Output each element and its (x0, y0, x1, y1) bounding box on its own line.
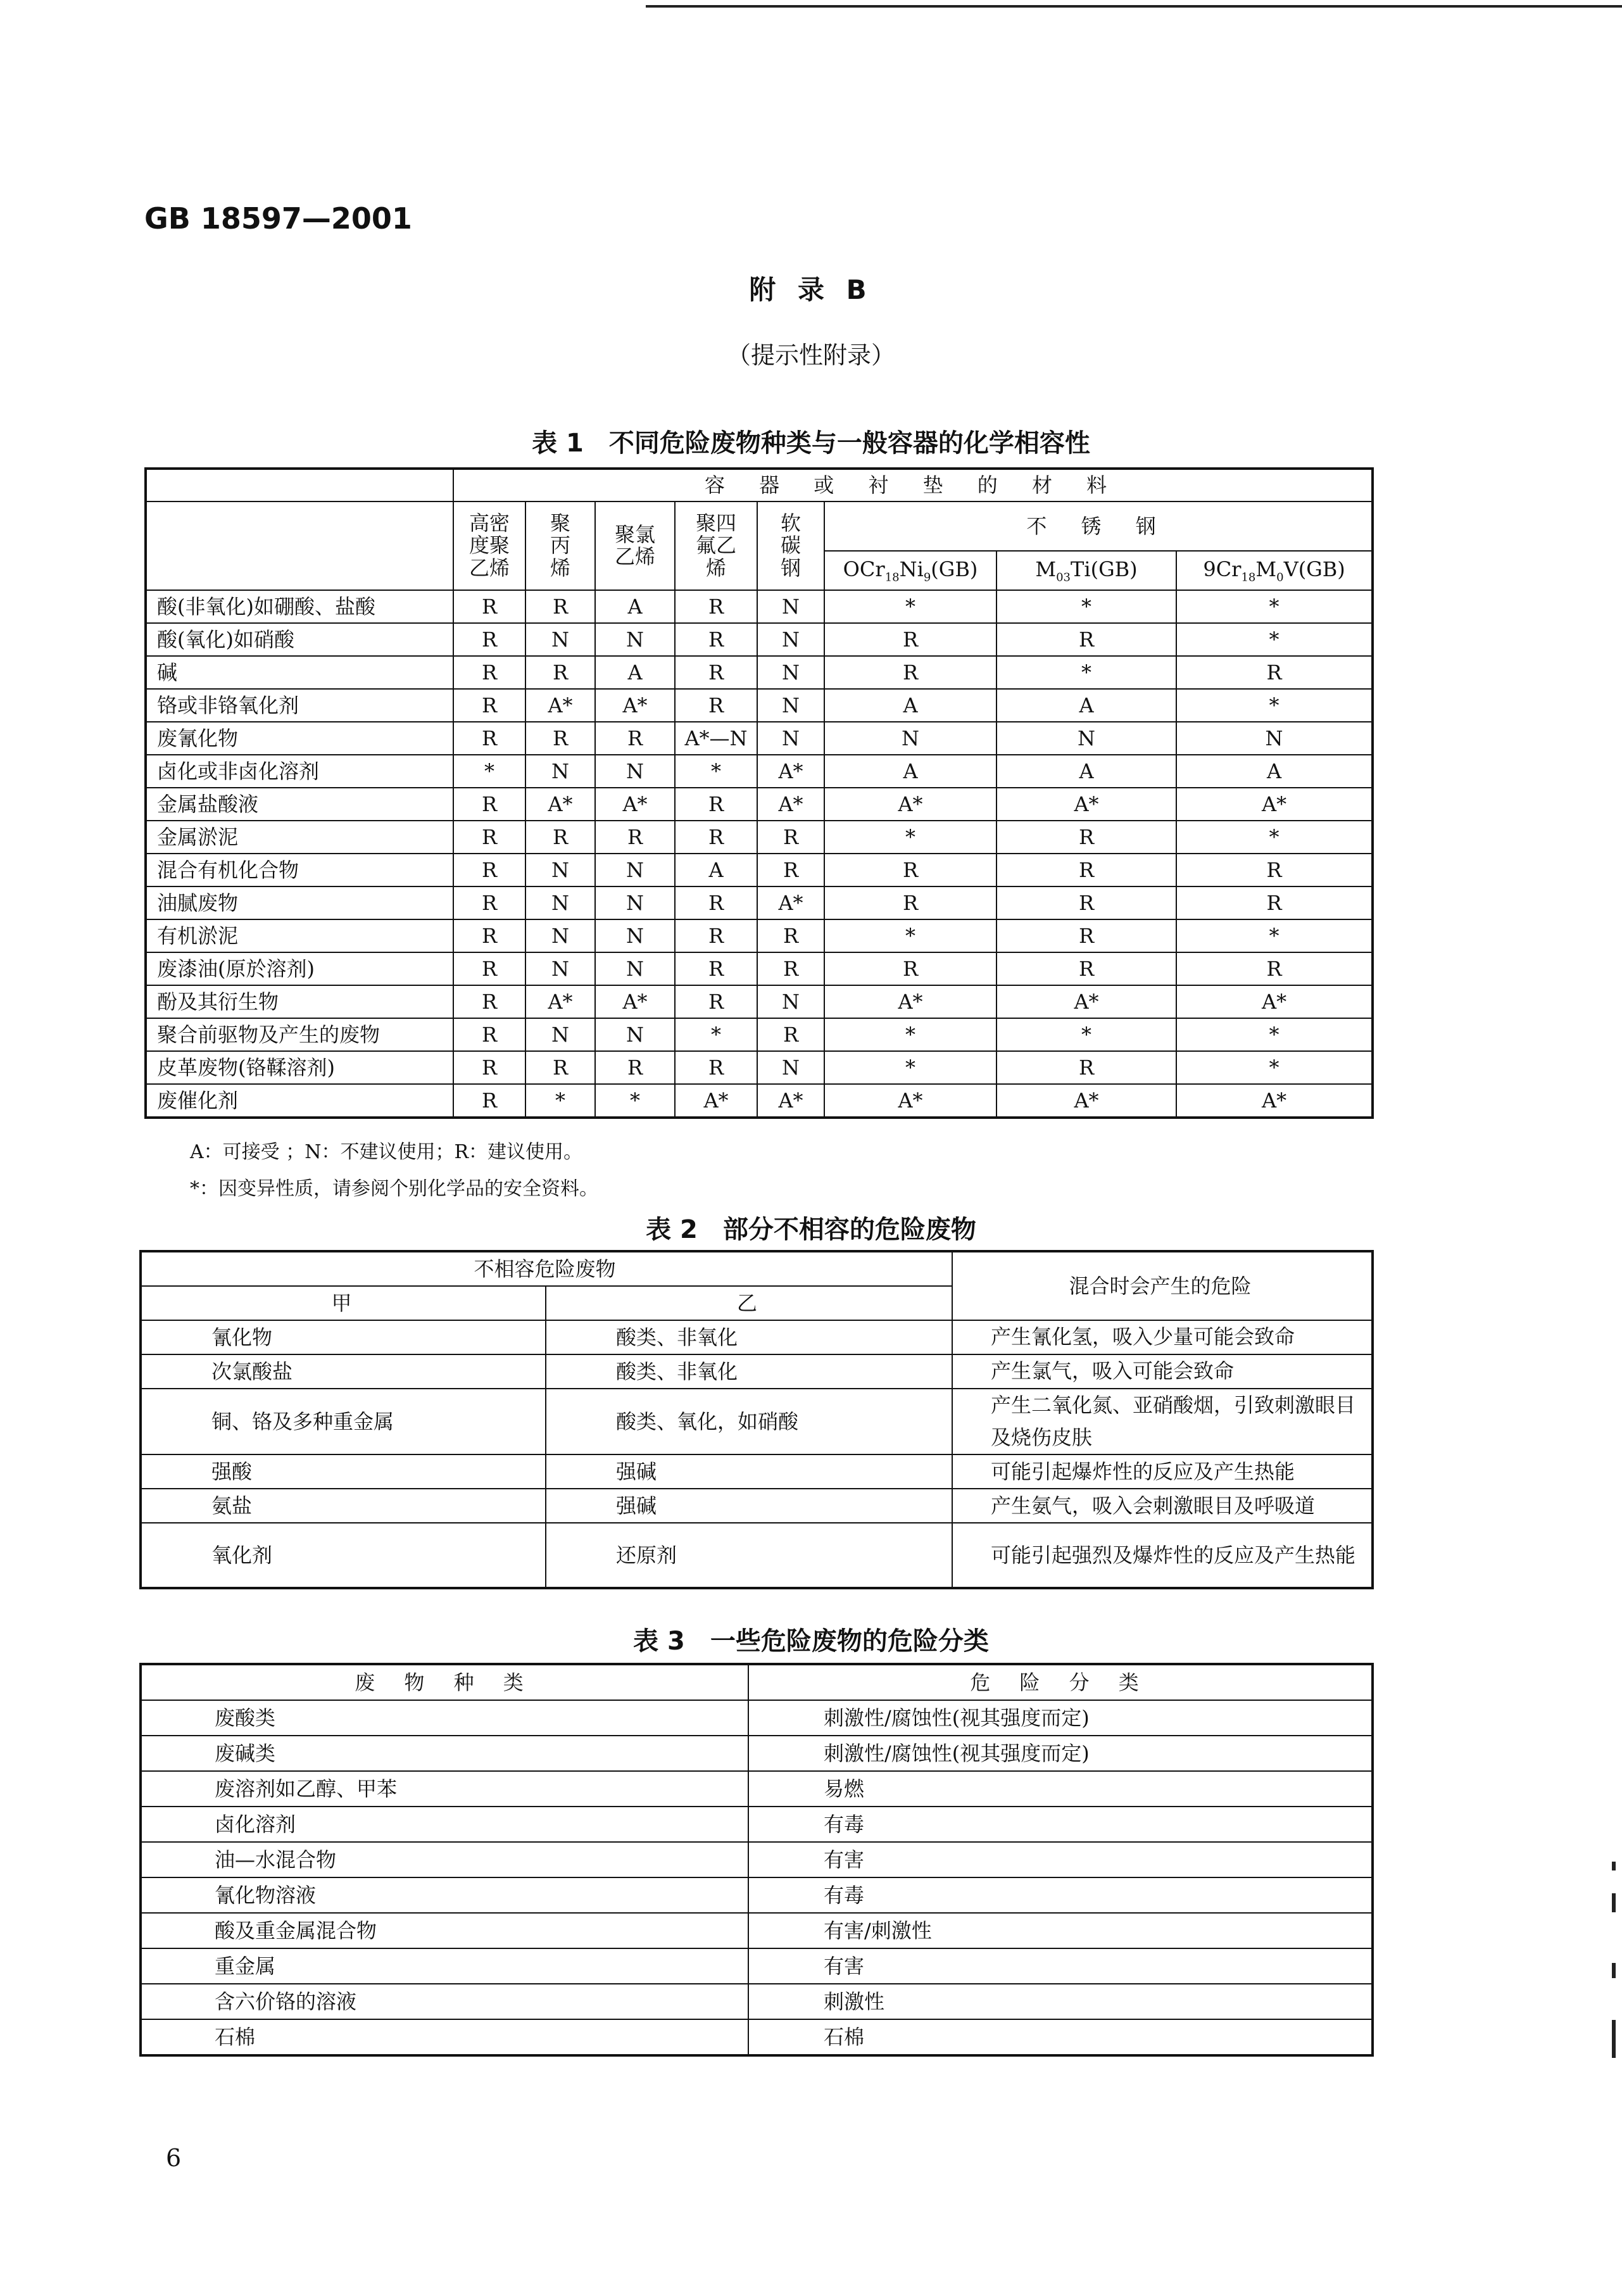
compat-cell: N (757, 1051, 824, 1084)
compat-cell: * (824, 919, 996, 952)
compat-cell: N (525, 952, 595, 985)
compat-cell: R (1176, 656, 1373, 689)
compat-cell: A (595, 590, 675, 623)
table-row (146, 755, 1373, 788)
compat-cell: * (824, 821, 996, 854)
table-row (141, 1877, 1373, 1913)
waste-type-label: 皮革废物(铬鞣溶剂) (146, 1051, 453, 1084)
waste-type-label: 有机淤泥 (146, 919, 453, 952)
compat-cell: * (1176, 1051, 1373, 1084)
compat-cell: * (1176, 1018, 1373, 1051)
table-row (146, 1051, 1373, 1084)
compat-cell: R (996, 886, 1176, 919)
compat-cell: R (453, 1051, 525, 1084)
compat-cell: R (453, 1018, 525, 1051)
hazard-class-cell: 刺激性/腐蚀性(视其强度而定) (748, 1700, 1373, 1736)
table-row (141, 1389, 1373, 1454)
waste-kind-cell: 含六价铬的溶液 (141, 1984, 748, 2019)
table-row (146, 590, 1373, 623)
waste-type-label: 酚及其衍生物 (146, 985, 453, 1018)
compat-cell: N (525, 1018, 595, 1051)
compat-cell: A* (675, 1084, 757, 1118)
waste-type-label: 金属盐酸液 (146, 788, 453, 821)
compat-cell: R (675, 1051, 757, 1084)
compat-cell: R (1176, 952, 1373, 985)
compat-cell: R (675, 952, 757, 985)
table-row (146, 656, 1373, 689)
compat-cell: A* (757, 886, 824, 919)
compat-cell: R (675, 788, 757, 821)
compat-cell: A* (595, 788, 675, 821)
compat-cell: * (824, 1051, 996, 1084)
scan-artifact (1612, 1893, 1616, 1912)
waste-b-cell: 强碱 (546, 1489, 952, 1523)
compat-cell: * (525, 1084, 595, 1118)
waste-a-cell: 氨盐 (141, 1489, 546, 1523)
waste-b-cell: 酸类、非氧化 (546, 1354, 952, 1389)
waste-kind-cell: 酸及重金属混合物 (141, 1913, 748, 1948)
col-ss3-header: $9Cr_{18}M_0V(GB)$ (1176, 551, 1373, 590)
compat-cell: A* (1176, 985, 1373, 1018)
waste-type-label: 废氰化物 (146, 722, 453, 755)
hazard-class-cell: 有害/刺激性 (748, 1913, 1373, 1948)
compat-cell: R (675, 656, 757, 689)
waste-kind-cell: 废酸类 (141, 1700, 748, 1736)
waste-a-cell: 强酸 (141, 1454, 546, 1489)
compat-cell: A (675, 854, 757, 886)
waste-kind-cell: 废溶剂如乙醇、甲苯 (141, 1771, 748, 1807)
compat-cell: A (824, 689, 996, 722)
waste-kind-cell: 卤化溶剂 (141, 1807, 748, 1842)
compat-cell: * (996, 656, 1176, 689)
table1-note-legend: A：可接受 ；N：不建议使用；R：建议使用。 (190, 1141, 583, 1163)
compat-cell: * (595, 1084, 675, 1118)
compat-cell: N (595, 755, 675, 788)
compat-cell: R (525, 821, 595, 854)
hazard-class-cell: 易燃 (748, 1771, 1373, 1807)
compat-cell: A* (1176, 788, 1373, 821)
table-row (141, 1354, 1373, 1389)
waste-kind-cell: 氰化物溶液 (141, 1877, 748, 1913)
table-row (146, 1018, 1373, 1051)
col-carbon-steel-header: 软 碳 钢 (757, 501, 824, 590)
compat-cell: R (453, 623, 525, 656)
compat-cell: R (1176, 854, 1373, 886)
scan-artifact (1612, 2020, 1616, 2058)
table-row (146, 886, 1373, 919)
compat-cell: A* (595, 689, 675, 722)
compat-cell: N (757, 689, 824, 722)
hazard-class-cell: 有害 (748, 1948, 1373, 1984)
compat-cell: R (453, 854, 525, 886)
waste-type-label: 油腻废物 (146, 886, 453, 919)
compat-cell: R (757, 919, 824, 952)
compat-cell: R (453, 886, 525, 919)
stainless-steel-header: 不 锈 钢 (824, 501, 1373, 551)
compat-cell: R (453, 788, 525, 821)
compat-cell: R (824, 623, 996, 656)
compat-cell: A* (525, 985, 595, 1018)
standard-number: GB 18597—2001 (144, 201, 412, 236)
waste-type-label: 混合有机化合物 (146, 854, 453, 886)
compat-cell: R (525, 590, 595, 623)
scan-artifact (1612, 1862, 1616, 1870)
compat-cell: * (1176, 919, 1373, 952)
compat-cell: N (595, 623, 675, 656)
table3-caption: 表 3 一些危险废物的危险分类 (633, 1627, 989, 1656)
hazard-classification-table (139, 1663, 1374, 2057)
table3-header-type: 废 物 种 类 (141, 1664, 748, 1700)
compat-cell: A* (757, 788, 824, 821)
table2-header-group: 不相容危险废物 (141, 1251, 952, 1286)
compat-cell: N (757, 623, 824, 656)
compat-cell: N (595, 886, 675, 919)
compat-cell: N (525, 854, 595, 886)
hazard-cell: 产生氨气，吸入会刺激眼目及呼吸道 (952, 1489, 1373, 1523)
table-row (146, 985, 1373, 1018)
compat-cell: R (824, 854, 996, 886)
compat-cell: R (757, 1018, 824, 1051)
table-row (146, 788, 1373, 821)
top-rule (646, 5, 1622, 8)
compat-cell: R (996, 821, 1176, 854)
col-ptfe-header: 聚四 氟乙 烯 (675, 501, 757, 590)
table1-caption: 表 1 不同危险废物种类与一般容器的化学相容性 (532, 429, 1090, 458)
compat-cell: A (996, 689, 1176, 722)
hazard-class-cell: 刺激性/腐蚀性(视其强度而定) (748, 1736, 1373, 1771)
table-row (141, 1913, 1373, 1948)
appendix-title: 附 录 B (749, 274, 873, 305)
table-row (141, 1771, 1373, 1807)
compat-cell: A* (824, 985, 996, 1018)
table1-group-header: 容 器 或 衬 垫 的 材 料 (453, 469, 1373, 501)
compat-cell: R (996, 919, 1176, 952)
compat-cell: N (525, 919, 595, 952)
table2-caption: 表 2 部分不相容的危险废物 (646, 1215, 976, 1244)
waste-type-label: 碱 (146, 656, 453, 689)
compat-cell: R (757, 854, 824, 886)
table-row (146, 854, 1373, 886)
table-row (141, 1948, 1373, 1984)
waste-type-label: 金属淤泥 (146, 821, 453, 854)
compat-cell: N (595, 952, 675, 985)
col-pvc-header: 聚氯 乙烯 (595, 501, 675, 590)
compat-cell: R (824, 656, 996, 689)
hazard-class-cell: 有毒 (748, 1877, 1373, 1913)
compat-cell: N (996, 722, 1176, 755)
table-row (146, 821, 1373, 854)
waste-type-label: 聚合前驱物及产生的废物 (146, 1018, 453, 1051)
waste-b-cell: 还原剂 (546, 1523, 952, 1588)
table-row (141, 1700, 1373, 1736)
compat-cell: A (824, 755, 996, 788)
appendix-subtitle: （提示性附录） (726, 341, 895, 369)
compat-cell: * (996, 1018, 1176, 1051)
compat-cell: R (824, 886, 996, 919)
table2-header-hazard: 混合时会产生的危险 (952, 1251, 1373, 1320)
compat-cell: * (1176, 623, 1373, 656)
compat-cell: R (595, 821, 675, 854)
compat-cell: R (595, 1051, 675, 1084)
waste-kind-cell: 废碱类 (141, 1736, 748, 1771)
compat-cell: A* (757, 755, 824, 788)
col-hdpe-header: 高密 度聚 乙烯 (453, 501, 525, 590)
compat-cell: R (675, 821, 757, 854)
compat-cell: R (453, 689, 525, 722)
compat-cell: * (824, 590, 996, 623)
table-row (146, 689, 1373, 722)
table-row (141, 1736, 1373, 1771)
compat-cell: R (525, 722, 595, 755)
compat-cell: A* (595, 985, 675, 1018)
compat-cell: * (1176, 689, 1373, 722)
compat-cell: A (996, 755, 1176, 788)
compat-cell: N (525, 886, 595, 919)
compat-cell: R (996, 623, 1176, 656)
compat-cell: R (996, 854, 1176, 886)
compat-cell: A* (996, 985, 1176, 1018)
table-row (146, 623, 1373, 656)
compat-cell: A* (757, 1084, 824, 1118)
compat-cell: R (525, 1051, 595, 1084)
table-row (141, 1807, 1373, 1842)
hazard-cell: 可能引起爆炸性的反应及产生热能 (952, 1454, 1373, 1489)
compat-cell: A* (996, 788, 1176, 821)
page-number: 6 (166, 2144, 182, 2172)
compat-cell: R (675, 623, 757, 656)
compat-cell: R (675, 689, 757, 722)
compat-cell: A*—N (675, 722, 757, 755)
waste-b-cell: 酸类、非氧化 (546, 1320, 952, 1354)
compat-cell: R (824, 952, 996, 985)
compat-cell: * (1176, 821, 1373, 854)
compat-cell: R (453, 985, 525, 1018)
hazard-class-cell: 石棉 (748, 2019, 1373, 2055)
table2-header-b: 乙 (546, 1286, 952, 1320)
incompatible-wastes-table (139, 1250, 1374, 1589)
table-row (141, 1320, 1373, 1354)
compat-cell: N (757, 656, 824, 689)
waste-type-label: 酸(氧化)如硝酸 (146, 623, 453, 656)
compat-cell: R (453, 1084, 525, 1118)
compat-cell: N (595, 919, 675, 952)
waste-type-label: 废催化剂 (146, 1084, 453, 1118)
waste-type-label: 酸(非氧化)如硼酸、盐酸 (146, 590, 453, 623)
compat-cell: R (996, 952, 1176, 985)
compat-cell: * (453, 755, 525, 788)
compat-cell: R (675, 919, 757, 952)
compat-cell: R (453, 952, 525, 985)
compat-cell: R (453, 656, 525, 689)
compat-cell: R (453, 919, 525, 952)
compat-cell: N (595, 854, 675, 886)
table-row (141, 1984, 1373, 2019)
compat-cell: R (675, 886, 757, 919)
hazard-cell: 可能引起强烈及爆炸性的反应及产生热能 (952, 1523, 1373, 1588)
compat-cell: A* (525, 788, 595, 821)
hazard-class-cell: 有害 (748, 1842, 1373, 1877)
table-row (141, 1489, 1373, 1523)
waste-kind-cell: 油—水混合物 (141, 1842, 748, 1877)
waste-b-cell: 酸类、氧化，如硝酸 (546, 1389, 952, 1454)
compat-cell: * (824, 1018, 996, 1051)
compat-cell: A (595, 656, 675, 689)
compat-cell: A* (1176, 1084, 1373, 1118)
compat-cell: R (453, 821, 525, 854)
compatibility-table (144, 467, 1374, 1119)
compat-cell: N (757, 985, 824, 1018)
compat-cell: N (595, 1018, 675, 1051)
compat-cell: N (824, 722, 996, 755)
table-row (141, 1842, 1373, 1877)
table1-corner-2 (146, 501, 453, 590)
compat-cell: A* (996, 1084, 1176, 1118)
compat-cell: * (675, 1018, 757, 1051)
hazard-cell: 产生氰化氢，吸入少量可能会致命 (952, 1320, 1373, 1354)
compat-cell: * (675, 755, 757, 788)
hazard-class-cell: 有毒 (748, 1807, 1373, 1842)
compat-cell: R (675, 590, 757, 623)
compat-cell: R (757, 821, 824, 854)
hazard-cell: 产生氯气，吸入可能会致命 (952, 1354, 1373, 1389)
scan-artifact (1612, 1963, 1616, 1978)
table-row (146, 919, 1373, 952)
waste-a-cell: 次氯酸盐 (141, 1354, 546, 1389)
compat-cell: N (757, 722, 824, 755)
col-ss1-header: $OCr_{18}Ni_9(GB)$ (824, 551, 996, 590)
compat-cell: A* (525, 689, 595, 722)
table-row (141, 1454, 1373, 1489)
waste-type-label: 废漆油(原於溶剂) (146, 952, 453, 985)
waste-a-cell: 铜、铬及多种重金属 (141, 1389, 546, 1454)
table-row (146, 722, 1373, 755)
waste-b-cell: 强碱 (546, 1454, 952, 1489)
compat-cell: A (1176, 755, 1373, 788)
compat-cell: R (453, 722, 525, 755)
table1-note-asterisk: *：因变异性质，请参阅个别化学品的安全资料。 (190, 1178, 598, 1200)
compat-cell: * (1176, 590, 1373, 623)
waste-a-cell: 氧化剂 (141, 1523, 546, 1588)
compat-cell: N (525, 755, 595, 788)
waste-type-label: 卤化或非卤化溶剂 (146, 755, 453, 788)
compat-cell: * (996, 590, 1176, 623)
table3-header-class: 危 险 分 类 (748, 1664, 1373, 1700)
compat-cell: R (525, 656, 595, 689)
table-row (141, 1523, 1373, 1588)
compat-cell: R (453, 590, 525, 623)
compat-cell: R (595, 722, 675, 755)
compat-cell: N (1176, 722, 1373, 755)
compat-cell: N (757, 590, 824, 623)
table-row (146, 952, 1373, 985)
waste-a-cell: 氰化物 (141, 1320, 546, 1354)
waste-kind-cell: 重金属 (141, 1948, 748, 1984)
compat-cell: N (525, 623, 595, 656)
compat-cell: A* (824, 788, 996, 821)
table1-corner (146, 469, 453, 501)
table-row (141, 2019, 1373, 2055)
hazard-cell: 产生二氧化氮、亚硝酸烟，引致刺激眼目及烧伤皮肤 (952, 1389, 1373, 1454)
compat-cell: R (675, 985, 757, 1018)
table2-header-a: 甲 (141, 1286, 546, 1320)
compat-cell: R (1176, 886, 1373, 919)
col-ss2-header: $M_{03}Ti(GB)$ (996, 551, 1176, 590)
compat-cell: R (996, 1051, 1176, 1084)
hazard-class-cell: 刺激性 (748, 1984, 1373, 2019)
waste-type-label: 铬或非铬氧化剂 (146, 689, 453, 722)
compat-cell: A* (824, 1084, 996, 1118)
col-pp-header: 聚 丙 烯 (525, 501, 595, 590)
compat-cell: R (757, 952, 824, 985)
waste-kind-cell: 石棉 (141, 2019, 748, 2055)
table-row (146, 1084, 1373, 1118)
